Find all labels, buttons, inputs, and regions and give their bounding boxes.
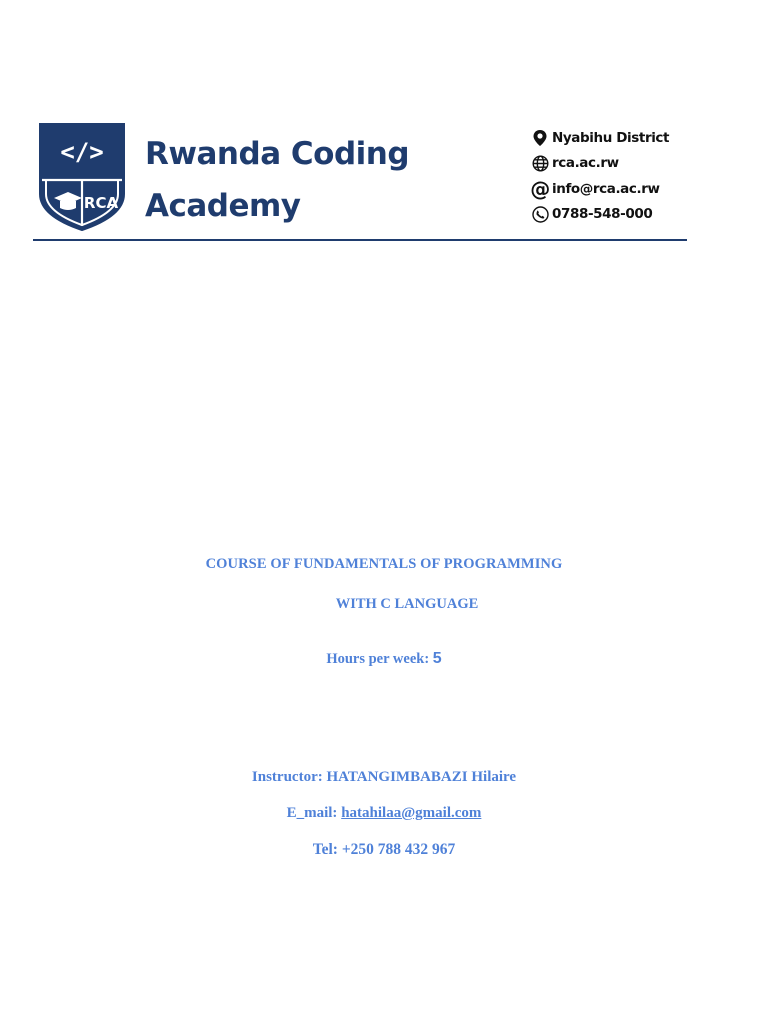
contact-website[interactable] [530,151,710,177]
tel-value: +250 788 432 967 [341,841,456,858]
contact-email-text: info@rca.ac.rw [552,180,660,197]
org-name-line2: Academy [145,188,301,224]
org-name-line1: Rwanda Coding [145,136,410,172]
hours-per-week [0,650,768,668]
instructor-line [0,769,768,786]
instructor-label: Instructor: [251,769,323,785]
course-title-line1: COURSE OF FUNDAMENTALS OF PROGRAMMING [205,556,563,572]
contact-website-text: rca.ac.rw [552,155,619,172]
tel-label: Tel: [312,841,338,858]
at-sign-icon: @ [530,176,550,201]
hours-label: Hours per week: [326,651,430,667]
header-divider [33,239,687,241]
location-pin-icon [530,128,550,148]
contact-location [530,125,710,151]
contact-location-text: Nyabihu District [552,129,670,146]
contact-block [530,125,710,227]
hours-value: 5 [432,650,442,667]
logo-code-symbol: </> [60,138,104,166]
email-label: E_mail: [286,805,338,821]
instructor-name: HATANGIMBABAZI Hilaire [326,769,517,785]
contact-phone-text: 0788-548-000 [552,206,653,223]
phone-line [0,841,768,859]
globe-icon [530,153,550,173]
email-line [0,805,768,822]
logo-initials: RCA [83,194,119,212]
email-link[interactable]: hatahilaa@gmail.com [341,805,482,821]
contact-phone[interactable] [530,202,710,228]
rca-logo [38,122,126,232]
organization-name [145,128,409,232]
course-title-line2: WITH C LANGUAGE [335,596,479,612]
phone-icon [530,204,550,224]
contact-email[interactable] [530,176,710,202]
